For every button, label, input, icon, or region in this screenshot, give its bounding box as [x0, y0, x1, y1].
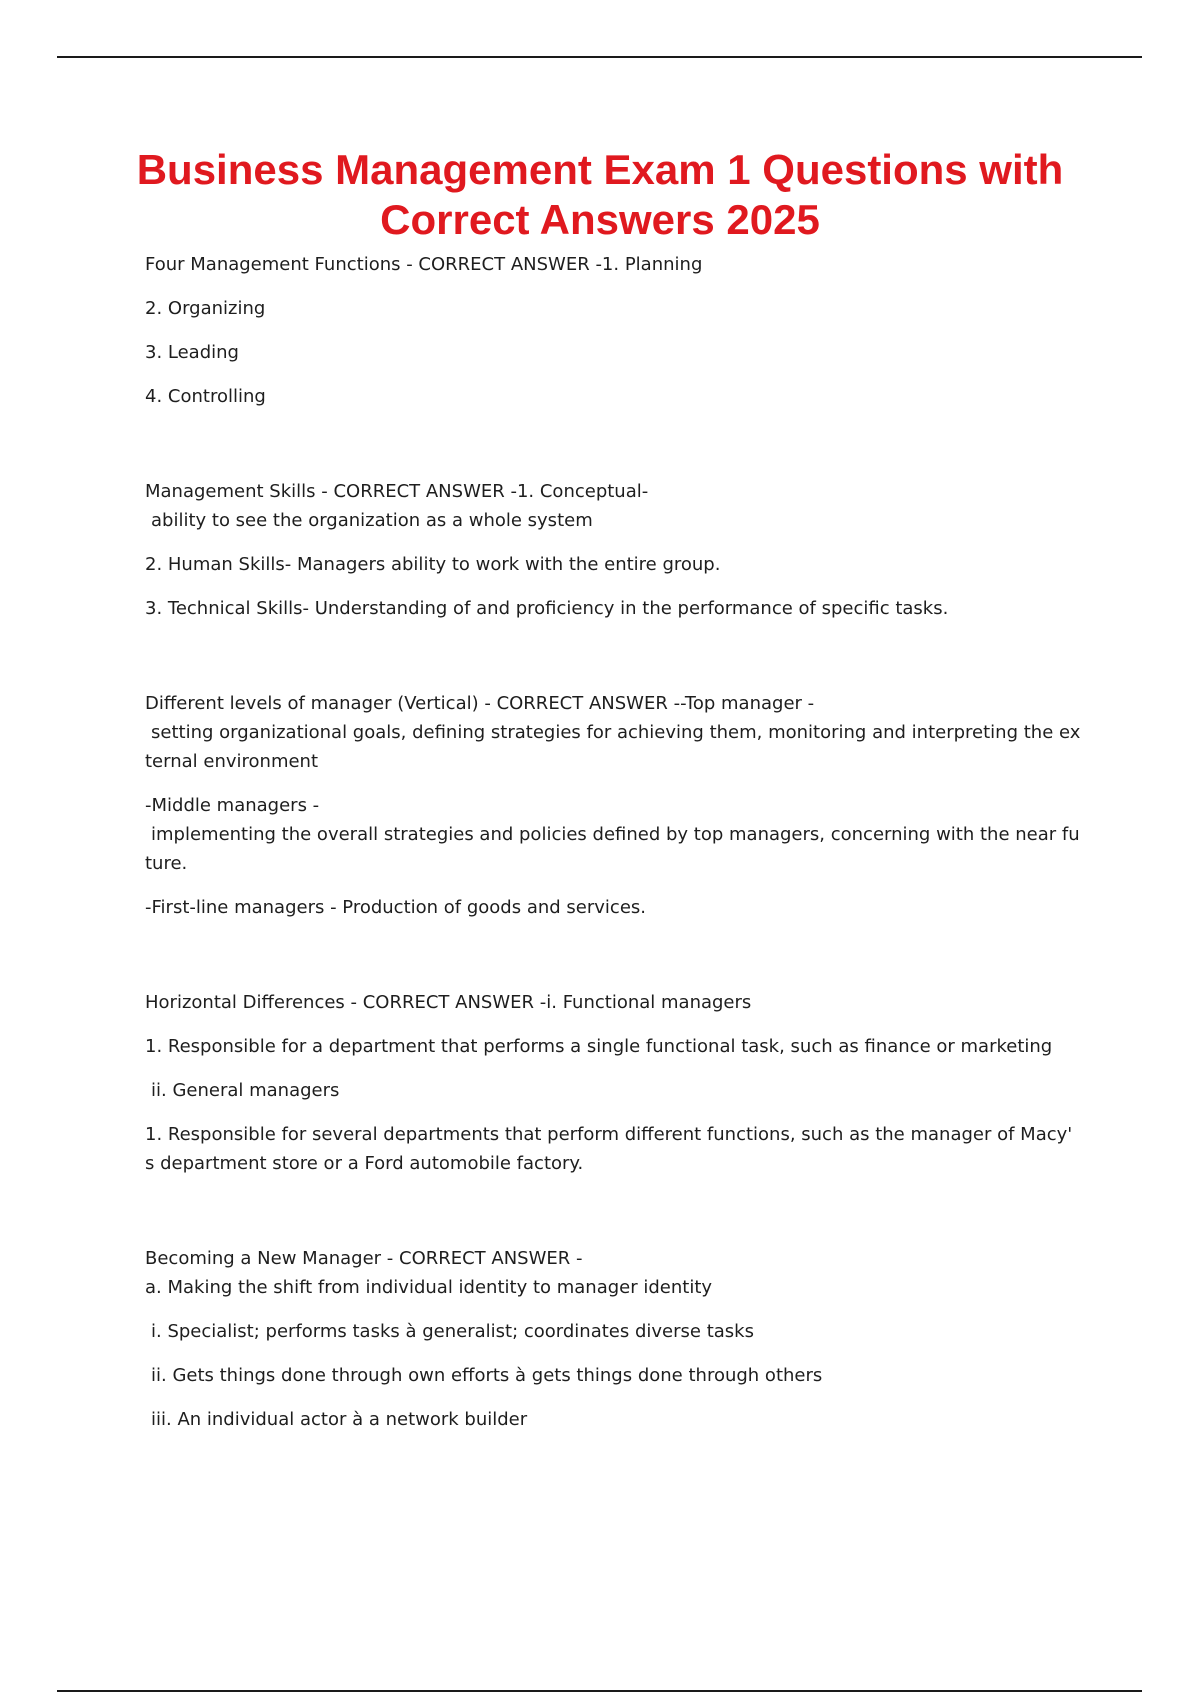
qa-answer-line: ii. Gets things done through own efforts à gets things done through others [151, 1365, 823, 1386]
qa-answer-line: 1. Responsible for several departments that perform different functions, such as the manager of Macy' [145, 1124, 1073, 1145]
qa-answer-line: ternal environment [145, 751, 319, 772]
qa-content [145, 250, 1095, 1434]
qa-answer-line: 3. Leading [145, 342, 239, 363]
qa-question: Management Skills - CORRECT ANSWER -1. Conceptual- [145, 481, 649, 502]
qa-question: Horizontal Differences - CORRECT ANSWER -i. Functional managers [145, 992, 752, 1013]
qa-answer-line: 2. Organizing [145, 298, 266, 319]
qa-answer-line: 2. Human Skills- Managers ability to work with the entire group. [145, 554, 721, 575]
qa-answer-line: 1. Responsible for a department that performs a single functional task, such as finance or marketing [145, 1036, 1053, 1057]
qa-answer-line: i. Specialist; performs tasks à generalist; coordinates diverse tasks [151, 1321, 754, 1342]
document-title: Business Management Exam 1 Questions with Correct Answers 2025 [136, 146, 1064, 243]
qa-block-vertical-levels [145, 689, 1095, 922]
qa-answer-line: 3. Technical Skills- Understanding of and proficiency in the performance of specific tasks. [145, 598, 949, 619]
qa-answer-line: iii. An individual actor à a network builder [151, 1409, 528, 1430]
bottom-rule [57, 1690, 1142, 1692]
qa-answer-line: implementing the overall strategies and policies defined by top managers, concerning with the near fu [151, 824, 1080, 845]
qa-answer-line: ability to see the organization as a whole system [151, 510, 593, 531]
qa-answer-line: setting organizational goals, defining strategies for achieving them, monitoring and interpreting the ex [151, 722, 1081, 743]
qa-block-management-skills [145, 477, 1095, 623]
qa-answer-line: a. Making the shift from individual identity to manager identity [145, 1277, 713, 1298]
qa-answer-line: s department store or a Ford automobile factory. [145, 1153, 584, 1174]
qa-block-horizontal-differences [145, 988, 1095, 1178]
qa-answer-line: -Middle managers - [145, 795, 320, 816]
qa-block-management-functions [145, 250, 1095, 411]
qa-answer-line: ii. General managers [151, 1080, 340, 1101]
qa-answer-line: -First-line managers - Production of goods and services. [145, 897, 646, 918]
qa-answer-line: 4. Controlling [145, 386, 266, 407]
top-rule [57, 56, 1142, 58]
qa-question: Becoming a New Manager - CORRECT ANSWER - [145, 1248, 583, 1269]
qa-block-new-manager [145, 1244, 1095, 1434]
qa-answer-line: ture. [145, 853, 188, 874]
qa-question: Four Management Functions - CORRECT ANSWER -1. Planning [145, 254, 703, 275]
qa-question: Different levels of manager (Vertical) - CORRECT ANSWER --Top manager - [145, 693, 815, 714]
